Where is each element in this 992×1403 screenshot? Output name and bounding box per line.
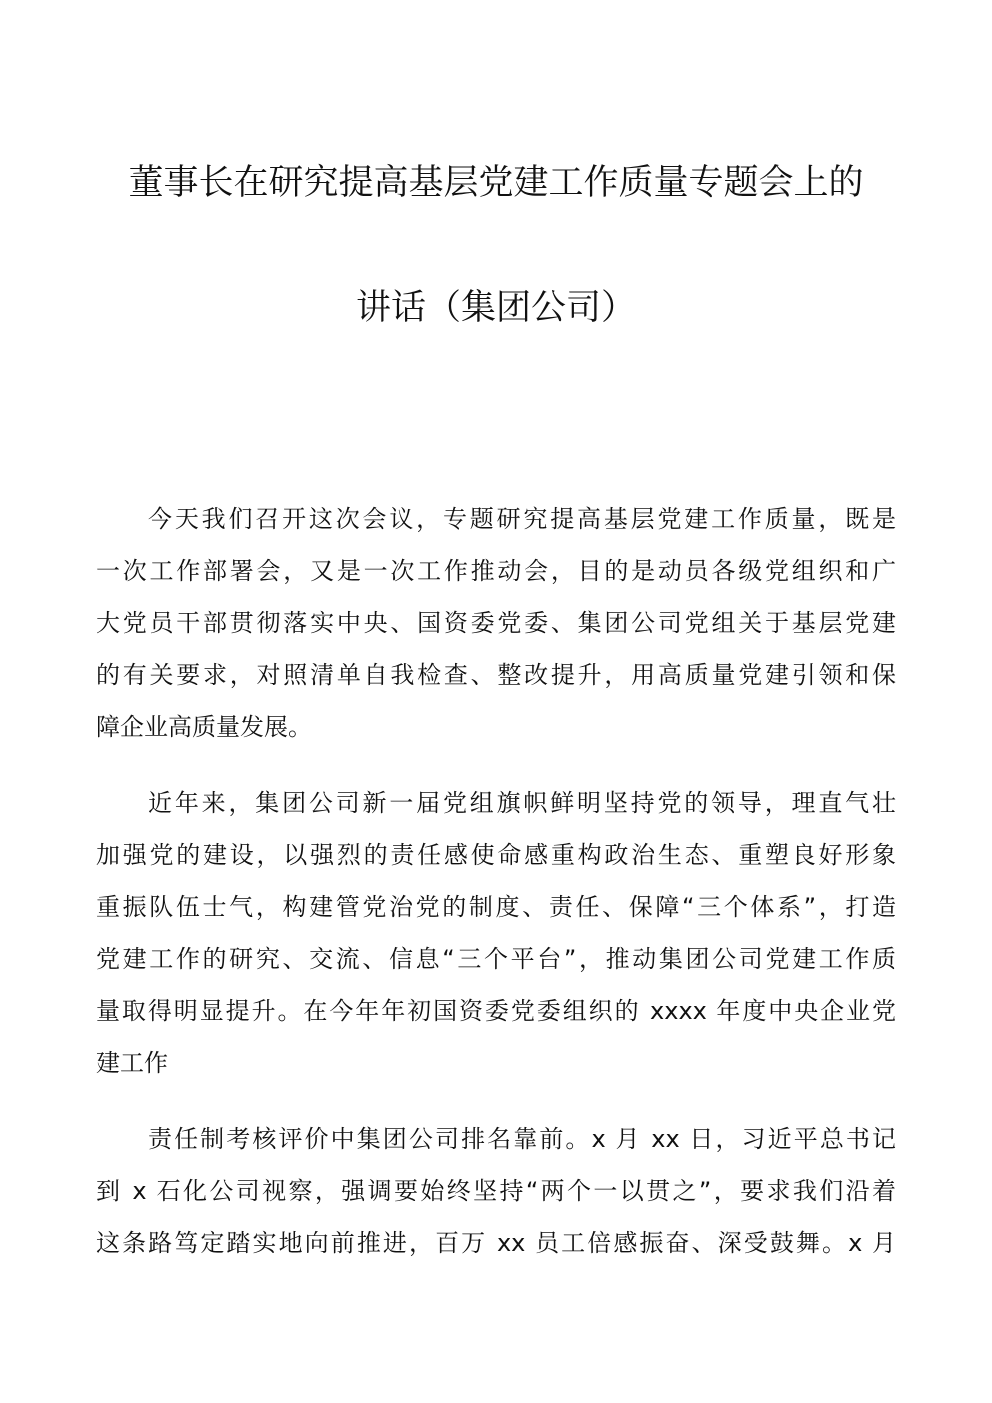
paragraph-line: 近年来，集团公司新一届党组旗帜鲜明坚持党的领导，理直气壮: [148, 789, 896, 817]
paragraph-2: [96, 777, 896, 1089]
paragraph-line: 党建工作的研究、交流、信息“三个平台”，推动集团公司党建工作质: [96, 945, 896, 973]
paragraph-line: 障企业高质量发展。: [96, 713, 312, 741]
paragraph-1: [96, 493, 896, 753]
document-title-line-2: 讲话（集团公司）: [355, 288, 636, 328]
paragraph-line: 量取得明显提升。在今年年初国资委党委组织的 xxxx 年度中央企业党: [96, 997, 896, 1025]
paragraph-line: 的有关要求，对照清单自我检查、整改提升，用高质量党建引领和保: [96, 661, 896, 689]
document-title-line-1: 董事长在研究提高基层党建工作质量专题会上的: [128, 163, 864, 203]
paragraph-3: [96, 1113, 896, 1269]
paragraph-line: 重振队伍士气，构建管党治党的制度、责任、保障“三个体系”，打造: [96, 893, 896, 921]
paragraph-line: 责任制考核评价中集团公司排名靠前。x 月 xx 日，习近平总书记: [148, 1125, 896, 1153]
paragraph-line: 加强党的建设，以强烈的责任感使命感重构政治生态、重塑良好形象: [96, 841, 896, 869]
paragraph-line: 大党员干部贯彻落实中央、国资委党委、集团公司党组关于基层党建: [96, 609, 896, 637]
paragraph-line: 一次工作部署会，又是一次工作推动会，目的是动员各级党组织和广: [96, 557, 896, 585]
paragraph-line: 今天我们召开这次会议，专题研究提高基层党建工作质量，既是: [148, 505, 896, 533]
paragraph-line: 这条路笃定踏实地向前推进，百万 xx 员工倍感振奋、深受鼓舞。x 月: [96, 1229, 896, 1257]
paragraph-line: 建工作: [96, 1049, 168, 1077]
paragraph-line: 到 x 石化公司视察，强调要始终坚持“两个一以贯之”，要求我们沿着: [96, 1177, 896, 1205]
